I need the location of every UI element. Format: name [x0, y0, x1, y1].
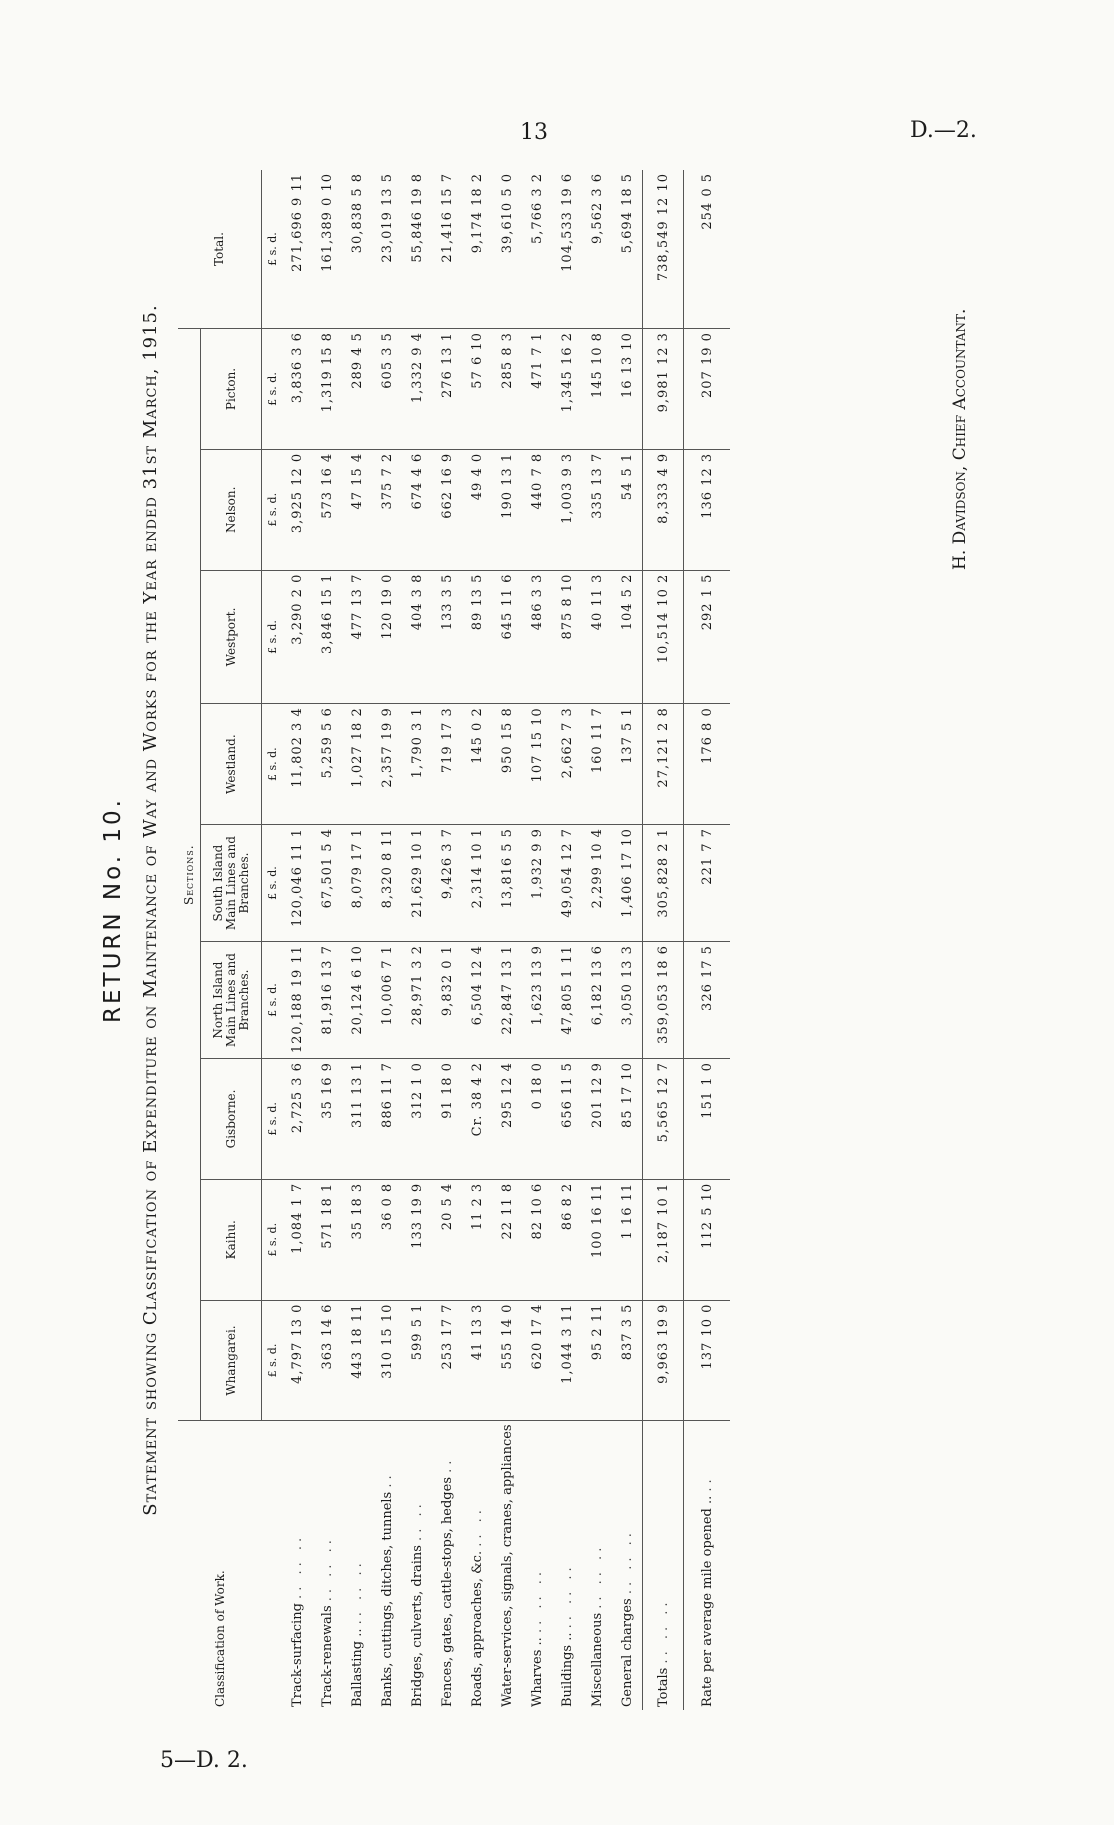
table-row: [643, 170, 684, 1710]
amount-cell: 2,314 10 1: [462, 825, 492, 942]
units-label: £ s. d.: [262, 825, 283, 942]
amount-cell: 477 13 7: [342, 570, 372, 704]
row-leader: .. .. ..: [349, 1559, 365, 1625]
amount-cell: 207 19 0: [684, 329, 731, 450]
amount-cell: 310 15 10: [372, 1300, 402, 1421]
row-label-text: Banks, cuttings, ditches, tunnels: [379, 1491, 395, 1707]
amount-cell: 3,290 2 0: [282, 570, 312, 704]
table-row: [282, 170, 312, 1710]
amount-cell: 1,623 13 9: [522, 942, 552, 1059]
amount-cell: 36 0 8: [372, 1179, 402, 1300]
row-leader: .. ..: [469, 1506, 485, 1547]
column-header: Kaihu.: [201, 1179, 262, 1300]
amount-cell: 9,963 19 9: [643, 1300, 684, 1421]
amount-cell: 27,121 2 8: [643, 704, 684, 825]
row-label: [643, 1421, 684, 1710]
amount-cell: 107 15 10: [522, 704, 552, 825]
amount-cell: 2,357 19 9: [372, 704, 402, 825]
amount-cell: 47 15 4: [342, 449, 372, 570]
column-header: North Island Main Lines and Branches.: [201, 942, 262, 1059]
row-label-text: Wharves ..: [529, 1637, 545, 1707]
amount-cell: 2,662 7 3: [552, 704, 582, 825]
row-leader: .. .. ..: [529, 1567, 545, 1634]
table-row: [372, 170, 402, 1710]
amount-cell: 40 11 3: [582, 570, 612, 704]
row-leader: .. .. ..: [619, 1529, 635, 1595]
amount-cell: 363 14 6: [312, 1300, 342, 1421]
table-row: [402, 170, 432, 1710]
return-title: RETURN No. 10.: [100, 797, 126, 1023]
row-label: [492, 1421, 522, 1710]
amount-cell: 81,916 13 7: [312, 942, 342, 1059]
row-label: [432, 1421, 462, 1710]
row-leader: .. .. ..: [289, 1533, 305, 1599]
amount-cell: 176 8 0: [684, 704, 731, 825]
amount-cell: 8,079 17 1: [342, 825, 372, 942]
amount-cell: 471 7 1: [522, 329, 552, 450]
row-label: [522, 1421, 552, 1710]
units-label: £ s. d.: [262, 942, 283, 1059]
column-header: Westport.: [201, 570, 262, 704]
amount-cell: 950 15 8: [492, 704, 522, 825]
row-leader: .. .. ..: [559, 1563, 575, 1629]
amount-cell: 555 14 0: [492, 1300, 522, 1421]
amount-cell: 312 1 0: [402, 1059, 432, 1180]
amount-cell: 1,084 1 7: [282, 1179, 312, 1300]
amount-cell: 86 8 2: [552, 1179, 582, 1300]
amount-cell: 9,832 0 1: [432, 942, 462, 1059]
row-label-text: Rate per average mile opened ..: [699, 1495, 715, 1707]
table-row: [612, 170, 643, 1710]
amount-cell: 151 1 0: [684, 1059, 731, 1180]
amount-cell: 120 19 0: [372, 570, 402, 704]
units-label: £ s. d.: [262, 570, 283, 704]
amount-cell: 2,725 3 6: [282, 1059, 312, 1180]
amount-cell: 573 16 4: [312, 449, 342, 570]
amount-cell: 21,629 10 1: [402, 825, 432, 942]
amount-cell: 1,003 9 3: [552, 449, 582, 570]
units-label: £ s. d.: [262, 1059, 283, 1180]
amount-cell: 3,050 13 3: [612, 942, 643, 1059]
amount-cell: 1,345 16 2: [552, 329, 582, 450]
row-label: [552, 1421, 582, 1710]
amount-cell: 20 5 4: [432, 1179, 462, 1300]
amount-cell: 285 8 3: [492, 329, 522, 450]
units-label: £ s. d.: [262, 1179, 283, 1300]
signature-line: H. Davidson, Chief Accountant.: [950, 308, 970, 570]
row-label-text: Miscellaneous: [589, 1612, 605, 1707]
amount-cell: 120,046 11 1: [282, 825, 312, 942]
amount-cell: 1,406 17 10: [612, 825, 643, 942]
amount-cell: 9,562 3 6: [582, 170, 612, 329]
amount-cell: 82 10 6: [522, 1179, 552, 1300]
row-label: [612, 1421, 643, 1710]
row-leader: .. .. ..: [319, 1536, 335, 1602]
amount-cell: 41 13 3: [462, 1300, 492, 1421]
amount-cell: 443 18 11: [342, 1300, 372, 1421]
table-row: [552, 170, 582, 1710]
amount-cell: 145 0 2: [462, 704, 492, 825]
amount-cell: 645 11 6: [492, 570, 522, 704]
amount-cell: 22 11 8: [492, 1179, 522, 1300]
amount-cell: 28,971 3 2: [402, 942, 432, 1059]
amount-cell: 571 18 1: [312, 1179, 342, 1300]
amount-cell: 2,187 10 1: [643, 1179, 684, 1300]
column-header: Westland.: [201, 704, 262, 825]
amount-cell: 85 17 10: [612, 1059, 643, 1180]
row-label-text: Track-surfacing: [289, 1603, 305, 1707]
amount-cell: 11,802 3 4: [282, 704, 312, 825]
units-label: £ s. d.: [262, 170, 283, 329]
amount-cell: 10,514 10 2: [643, 570, 684, 704]
amount-cell: 599 5 1: [402, 1300, 432, 1421]
amount-cell: 221 7 7: [684, 825, 731, 942]
amount-cell: 1,319 15 8: [312, 329, 342, 450]
amount-cell: 54 5 1: [612, 449, 643, 570]
amount-cell: 161,389 0 10: [312, 170, 342, 329]
amount-cell: 5,694 18 5: [612, 170, 643, 329]
amount-cell: 22,847 13 1: [492, 942, 522, 1059]
amount-cell: 738,549 12 10: [643, 170, 684, 329]
table-row: [582, 170, 612, 1710]
column-header: Total.: [178, 170, 262, 329]
row-label-text: General charges: [619, 1598, 635, 1707]
amount-cell: 89 13 5: [462, 570, 492, 704]
row-label: [684, 1421, 731, 1710]
amount-cell: 57 6 10: [462, 329, 492, 450]
amount-cell: 35 16 9: [312, 1059, 342, 1180]
amount-cell: 5,259 5 6: [312, 704, 342, 825]
amount-cell: 136 12 3: [684, 449, 731, 570]
units-label: £ s. d.: [262, 704, 283, 825]
column-header: Nelson.: [201, 449, 262, 570]
row-label-text: Totals: [655, 1667, 671, 1707]
amount-cell: 674 4 6: [402, 449, 432, 570]
units-label: £ s. d.: [262, 329, 283, 450]
row-label: [462, 1421, 492, 1710]
amount-cell: 133 3 5: [432, 570, 462, 704]
amount-cell: 104,533 19 6: [552, 170, 582, 329]
table-row: [342, 170, 372, 1710]
amount-cell: 91 18 0: [432, 1059, 462, 1180]
document-reference: D.—2.: [910, 118, 977, 143]
amount-cell: 39,610 5 0: [492, 170, 522, 329]
amount-cell: 160 11 7: [582, 704, 612, 825]
amount-cell: 837 3 5: [612, 1300, 643, 1421]
table-row: [522, 170, 552, 1710]
amount-cell: 6,504 12 4: [462, 942, 492, 1059]
amount-cell: 133 19 9: [402, 1179, 432, 1300]
amount-cell: 67,501 5 4: [312, 825, 342, 942]
amount-cell: 486 3 3: [522, 570, 552, 704]
amount-cell: 605 3 5: [372, 329, 402, 450]
table-row: [684, 170, 731, 1710]
amount-cell: 9,174 18 2: [462, 170, 492, 329]
column-header: Gisborne.: [201, 1059, 262, 1180]
amount-cell: 253 17 7: [432, 1300, 462, 1421]
table-row: [312, 170, 342, 1710]
row-label: [402, 1421, 432, 1710]
amount-cell: 5,766 3 2: [522, 170, 552, 329]
amount-cell: 145 10 8: [582, 329, 612, 450]
sections-header: Sections.: [178, 329, 201, 1421]
amount-cell: 0 18 0: [522, 1059, 552, 1180]
amount-cell: 276 13 1: [432, 329, 462, 450]
amount-cell: 1,332 9 4: [402, 329, 432, 450]
statement-title: Statement showing Classification of Expenditure on Maintenance of Way and Works for the Year ended 31st March, 1915.: [140, 304, 161, 1516]
rotated-page-content: [100, 110, 1020, 1710]
row-label: [372, 1421, 402, 1710]
amount-cell: 104 5 2: [612, 570, 643, 704]
amount-cell: 271,696 9 11: [282, 170, 312, 329]
amount-cell: 875 8 10: [552, 570, 582, 704]
amount-cell: 3,925 12 0: [282, 449, 312, 570]
amount-cell: 305,828 2 1: [643, 825, 684, 942]
row-label-text: Fences, gates, cattle-stops, hedges: [439, 1477, 455, 1707]
amount-cell: 49 4 0: [462, 449, 492, 570]
amount-cell: 3,836 3 6: [282, 329, 312, 450]
amount-cell: 620 17 4: [522, 1300, 552, 1421]
amount-cell: 1,044 3 11: [552, 1300, 582, 1421]
amount-cell: 9,426 3 7: [432, 825, 462, 942]
amount-cell: 8,320 8 11: [372, 825, 402, 942]
amount-cell: 4,797 13 0: [282, 1300, 312, 1421]
amount-cell: 375 7 2: [372, 449, 402, 570]
amount-cell: 137 5 1: [612, 704, 643, 825]
row-label-text: Ballasting ..: [349, 1628, 365, 1707]
amount-cell: 1,932 9 9: [522, 825, 552, 942]
amount-cell: 137 10 0: [684, 1300, 731, 1421]
amount-cell: 335 13 7: [582, 449, 612, 570]
amount-cell: 359,053 18 6: [643, 942, 684, 1059]
amount-cell: 16 13 10: [612, 329, 643, 450]
amount-cell: 47,805 1 11: [552, 942, 582, 1059]
amount-cell: 656 11 5: [552, 1059, 582, 1180]
amount-cell: 190 13 1: [492, 449, 522, 570]
amount-cell: 2,299 10 4: [582, 825, 612, 942]
amount-cell: 20,124 6 10: [342, 942, 372, 1059]
amount-cell: 55,846 19 8: [402, 170, 432, 329]
amount-cell: 326 17 5: [684, 942, 731, 1059]
classification-header: Classification of Work.: [212, 1570, 227, 1707]
amount-cell: 404 3 8: [402, 570, 432, 704]
row-leader: ..: [439, 1456, 455, 1473]
amount-cell: 30,838 5 8: [342, 170, 372, 329]
row-label-text: Bridges, culverts, drains: [409, 1545, 425, 1707]
amount-cell: 21,416 15 7: [432, 170, 462, 329]
amount-cell: 719 17 3: [432, 704, 462, 825]
amount-cell: 292 1 5: [684, 570, 731, 704]
row-leader: .. .. ..: [589, 1543, 605, 1609]
row-label-text: Water-services, signals, cranes, appliances: [499, 1424, 515, 1707]
page-number: 13: [520, 120, 548, 145]
row-label: [312, 1421, 342, 1710]
row-leader: .. .. ..: [655, 1598, 671, 1664]
amount-cell: 311 13 1: [342, 1059, 372, 1180]
units-label: £ s. d.: [262, 449, 283, 570]
footer-reference: 5—D. 2.: [160, 1748, 248, 1773]
amount-cell: 35 18 3: [342, 1179, 372, 1300]
amount-cell: 1,027 18 2: [342, 704, 372, 825]
amount-cell: 201 12 9: [582, 1059, 612, 1180]
amount-cell: 5,565 12 7: [643, 1059, 684, 1180]
row-label-text: Roads, approaches, &c.: [469, 1550, 485, 1707]
amount-cell: 6,182 13 6: [582, 942, 612, 1059]
amount-cell: 23,019 13 5: [372, 170, 402, 329]
amount-cell: 49,054 12 7: [552, 825, 582, 942]
table-row: [432, 170, 462, 1710]
amount-cell: 254 0 5: [684, 170, 731, 329]
amount-cell: 120,188 19 11: [282, 942, 312, 1059]
row-leader: .. ..: [409, 1500, 425, 1541]
units-label: £ s. d.: [262, 1300, 283, 1421]
amount-cell: 886 11 7: [372, 1059, 402, 1180]
row-label: [582, 1421, 612, 1710]
amount-cell: 3,846 15 1: [312, 570, 342, 704]
amount-cell: 9,981 12 3: [643, 329, 684, 450]
amount-cell: 112 5 10: [684, 1179, 731, 1300]
amount-cell: 440 7 8: [522, 449, 552, 570]
amount-cell: 1 16 11: [612, 1179, 643, 1300]
amount-cell: 295 12 4: [492, 1059, 522, 1180]
row-label-text: Track-renewals: [319, 1605, 335, 1707]
row-label: [342, 1421, 372, 1710]
amount-cell: 1,790 3 1: [402, 704, 432, 825]
row-leader: ..: [379, 1471, 395, 1488]
row-label: [282, 1421, 312, 1710]
column-header: Whangarei.: [201, 1300, 262, 1421]
amount-cell: 10,006 7 1: [372, 942, 402, 1059]
amount-cell: 662 16 9: [432, 449, 462, 570]
amount-cell: 8,333 4 9: [643, 449, 684, 570]
column-header: Picton.: [201, 329, 262, 450]
column-header: South Island Main Lines and Branches.: [201, 825, 262, 942]
row-label-text: Buildings ..: [559, 1632, 575, 1707]
table-row: [462, 170, 492, 1710]
amount-cell: 289 4 5: [342, 329, 372, 450]
amount-cell: 100 16 11: [582, 1179, 612, 1300]
amount-cell: 13,816 5 5: [492, 825, 522, 942]
amount-cell: Cr. 38 4 2: [462, 1059, 492, 1180]
amount-cell: 95 2 11: [582, 1300, 612, 1421]
amount-cell: 11 2 3: [462, 1179, 492, 1300]
table-row: [492, 170, 522, 1710]
expenditure-table: [178, 170, 730, 1710]
row-leader: ..: [699, 1475, 715, 1492]
